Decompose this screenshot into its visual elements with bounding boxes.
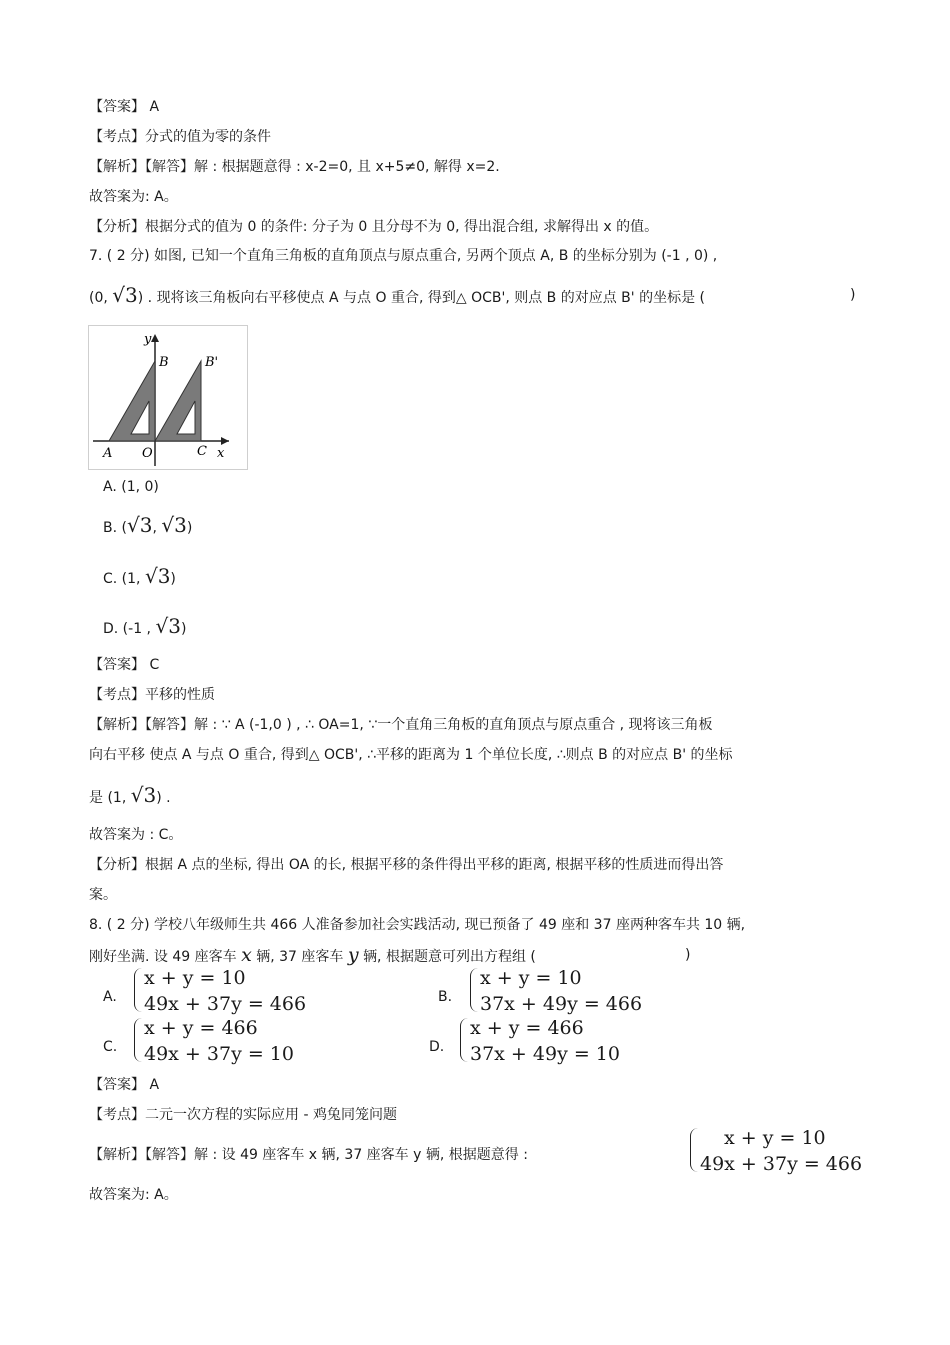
option-8d-system: x + y = 466 37x + 49y = 10 bbox=[460, 1016, 680, 1068]
option-8a-label: A. bbox=[103, 989, 117, 1005]
option-7a: A. (1, 0) bbox=[103, 479, 159, 495]
label-b: B bbox=[159, 355, 169, 370]
option-8b-system: x + y = 10 37x + 49y = 466 bbox=[470, 966, 690, 1018]
option-7b: B. (√3, √3) bbox=[103, 513, 193, 537]
question-7-line2: (0, √3) . 现将该三角板向右平移使点 A 与点 O 重合, 得到△ OCB', 则点 B 的对应点 B' 的坐标是 ( bbox=[89, 283, 705, 307]
answer-6: 【答案】 A bbox=[89, 99, 160, 115]
option-8c-system: x + y = 466 49x + 37y = 10 bbox=[134, 1016, 354, 1068]
fenxi-6: 【分析】根据分式的值为 0 的条件: 分子为 0 且分母不为 0, 得出混合组, 求解得出 x 的值。 bbox=[89, 219, 659, 235]
jiexi-8: 【解析】【解答】解 : 设 49 座客车 x 辆, 37 座客车 y 辆, 根据题意得 : bbox=[89, 1147, 528, 1163]
jiexi-7-line2: 向右平移 使点 A 与点 O 重合, 得到△ OCB', ∴平移的距离为 1 个单位长度, ∴则点 B 的对应点 B' 的坐标 bbox=[89, 747, 733, 763]
conclusion-7: 故答案为 : C。 bbox=[89, 827, 183, 843]
fenxi-7-line1: 【分析】根据 A 点的坐标, 得出 OA 的长, 根据平移的条件得出平移的距离, 根据平移的性质进而得出答 bbox=[89, 857, 724, 873]
kaodian-8: 【考点】二元一次方程的实际应用 - 鸡兔同笼问题 bbox=[89, 1107, 397, 1123]
figure-translated-triangles bbox=[88, 325, 248, 470]
label-a: A bbox=[103, 446, 113, 461]
fenxi-7-line2: 案。 bbox=[89, 887, 117, 903]
conclusion-8: 故答案为: A。 bbox=[89, 1187, 178, 1203]
question-8-paren-close: ) bbox=[685, 947, 691, 963]
option-8a-system: x + y = 10 49x + 37y = 466 bbox=[134, 966, 354, 1018]
option-7c: C. (1, √3) bbox=[103, 564, 176, 588]
solution-8-system: x + y = 10 49x + 37y = 466 bbox=[690, 1126, 860, 1178]
conclusion-6: 故答案为: A。 bbox=[89, 189, 178, 205]
sqrt3: √3 bbox=[112, 283, 138, 307]
answer-8: 【答案】 A bbox=[89, 1077, 160, 1093]
label-b-prime: B' bbox=[205, 355, 219, 370]
coordinate-figure bbox=[89, 326, 247, 469]
jiexi-6: 【解析】【解答】解 : 根据题意得 : x-2=0, 且 x+5≠0, 解得 x=2. bbox=[89, 159, 500, 175]
kaodian-7: 【考点】平移的性质 bbox=[89, 687, 215, 703]
option-8b-label: B. bbox=[438, 989, 453, 1005]
question-7-line1: 7. ( 2 分) 如图, 已知一个直角三角板的直角顶点与原点重合, 另两个顶点 A, B 的坐标分别为 (-1 , 0) , bbox=[89, 248, 718, 264]
answer-7: 【答案】 C bbox=[89, 657, 160, 673]
label-o: O bbox=[142, 446, 153, 461]
question-8-line2: 刚好坐满. 设 49 座客车 x 辆, 37 座客车 y 辆, 根据题意可列出方程组 ( bbox=[89, 944, 536, 966]
question-7-paren-close: ) bbox=[850, 287, 856, 303]
option-8c-label: C. bbox=[103, 1039, 118, 1055]
option-7d: D. (-1 , √3) bbox=[103, 614, 187, 638]
jiexi-7-line1: 【解析】【解答】解 : ∵ A (-1,0 ) , ∴ OA=1, ∵一个直角三角板的直角顶点与原点重合 , 现将该三角板 bbox=[89, 717, 713, 733]
kaodian-6: 【考点】分式的值为零的条件 bbox=[89, 129, 271, 145]
label-y: y bbox=[144, 332, 152, 347]
question-8-line1: 8. ( 2 分) 学校八年级师生共 466 人准备参加社会实践活动, 现已预备了 49 座和 37 座两种客车共 10 辆, bbox=[89, 917, 746, 933]
jiexi-7-line3: 是 (1, √3) . bbox=[89, 783, 171, 807]
label-c: C bbox=[197, 444, 207, 459]
label-x: x bbox=[217, 446, 225, 461]
option-8d-label: D. bbox=[429, 1039, 445, 1055]
